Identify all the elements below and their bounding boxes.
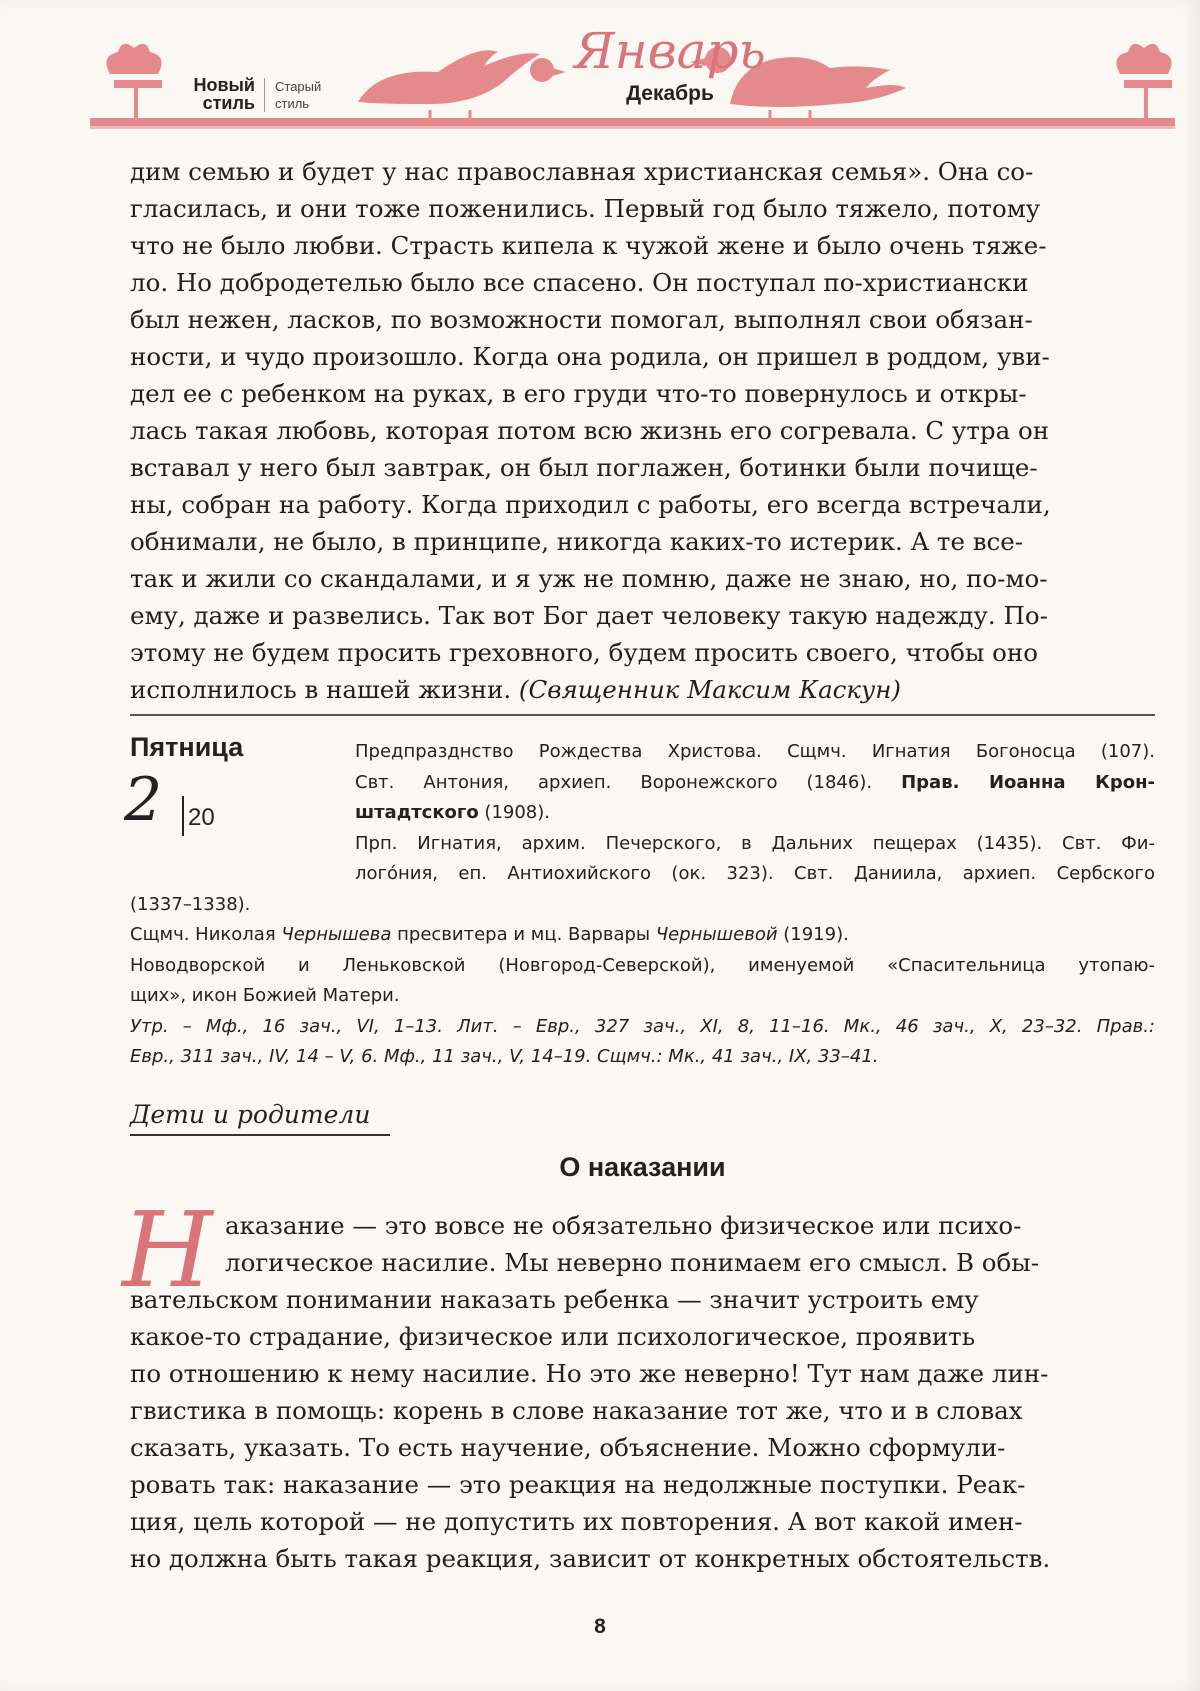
right-flower-icon [1116, 44, 1172, 118]
calendar-line [130, 768, 1155, 799]
section-rubric: Дети и родители [130, 1100, 371, 1129]
text-line: вставал у него был завтрак, он был поглажен, ботинки были почище- [130, 453, 1038, 482]
intro-text [130, 153, 1155, 708]
text-line: но должна быть такая реакция, зависит от конкретных обстоятельств. [130, 1544, 1051, 1573]
calendar-text: Свт. Антония, архиеп. Воронежского (1846). [355, 771, 902, 793]
page-header [90, 14, 1175, 144]
main-text [130, 1207, 1155, 1577]
weekday-label: Пятница [130, 732, 244, 762]
month-new-title: Январь [574, 22, 766, 80]
text-line: аказание — это вовсе не обязательно физическое или психо- [225, 1211, 1022, 1240]
calendar-bold: Прав. Иоанна Крон- [901, 771, 1155, 793]
calendar-text: (1908). [478, 802, 550, 823]
section-divider [130, 714, 1155, 716]
text-line: что не было любви. Страсть кипела к чужой жене и было очень тяже- [130, 231, 1047, 260]
text-line: ему, даже и развелись. Так вот Бог дает человеку такую надежду. По- [130, 601, 1048, 630]
text-line: ровать так: наказание — это реакция на недолжные поступки. Реак- [130, 1470, 1026, 1499]
text-line: дел ее с ребенком на руках, в его груди что-то повернулось и откры- [130, 379, 1027, 408]
calendar-text: пресвитера и мц. Варвары [391, 924, 656, 945]
calendar-line: (1337–1338). [130, 893, 251, 915]
calendar-text: Сщмч. Николая [130, 924, 282, 945]
text-line: гвистика в помощь: корень в слове наказание тот же, что и в словах [130, 1396, 1023, 1425]
readings-line: Евр., 311 зач., IV, 14 – V, 6. Мф., 11 зач., V, 14–19. Сщмч.: Мк., 41 зач., IX, 33–41. [130, 1046, 879, 1067]
drop-cap: Н [122, 1189, 213, 1311]
page-number: 8 [594, 1615, 606, 1638]
calendar-line: логóния, еп. Антиохийского (ок. 323). Свт. Даниила, архиеп. Сербского [355, 863, 1155, 884]
calendar-text: (1919). [777, 924, 849, 945]
style-divider [264, 78, 265, 112]
old-style-label: Старый стиль [275, 79, 322, 111]
text-line: ны, собран на работу. Когда приходил с работы, его всегда встречали, [130, 490, 1051, 519]
text-line: ности, и чудо произошло. Когда она родила, он пришел в роддом, уви- [130, 342, 1050, 371]
day-new-number: 2 [124, 765, 163, 835]
attribution: (Священник Максим Каскун) [518, 675, 901, 704]
calendar-line: Прп. Игнатия, архим. Печерского, в Дальних пещерах (1435). Свт. Фи- [355, 832, 1155, 854]
section-title: О наказании [559, 1152, 726, 1182]
calendar-italic: Чернышева [281, 924, 392, 945]
calendar-line: щих», икон Божией Матери. [130, 985, 400, 1006]
text-line: так и жили со скандалами, и я уж не помню, даже не знаю, но, по-мо- [130, 564, 1048, 593]
text-line-last [130, 671, 1155, 708]
calendar-line [130, 920, 1155, 951]
text-line: лась такая любовь, которая потом всю жизнь его согревала. С утра он [130, 416, 1050, 445]
text-line: гласилась, и они тоже поженились. Первый год было тяжело, потому [130, 194, 1041, 223]
text-line: обнимали, не было, в принципе, никогда каких-то истерик. А те все- [130, 527, 1024, 556]
calendar-line [130, 798, 1155, 829]
saints-calendar [130, 737, 1155, 1073]
text-line: ло. Но добродетелью было все спасено. Он поступал по-христиански [130, 268, 1029, 297]
text-line: дим семью и будет у нас православная христианская семья». Она со- [130, 157, 1034, 186]
readings-line: Утр. – Мф., 16 зач., VI, 1–13. Лит. – Евр., 327 зач., XI, 8, 11–16. Мк., 46 зач., X, 23–32. Прав.: [130, 1015, 1155, 1037]
text-line: этому не будем просить греховного, будем просить своего, чтобы оно [130, 638, 1038, 667]
calendar-line: Предпразднство Рождества Христова. Сщмч. Игнатия Богоносца (107). [355, 741, 1155, 762]
text-line: какое-то страдание, физическое или психологическое, проявить [130, 1322, 976, 1351]
calendar-bold: штадтского [355, 802, 479, 823]
left-flower-icon [106, 44, 162, 118]
text-line: по отношению к нему насилие. Но это же неверно! Тут нам даже лин- [130, 1359, 1049, 1388]
text-line: вательском понимании наказать ребенка — значит устроить ему [130, 1285, 979, 1314]
text-line: был нежен, ласков, по возможности помогал, выполнял свои обязан- [130, 305, 1033, 334]
day-old-number: 20 [188, 804, 215, 831]
new-style-label: Новый стиль [193, 75, 255, 113]
rubric-underline [130, 1134, 390, 1136]
text-line: логическое насилие. Мы неверно понимаем его смысл. В обы- [225, 1248, 1040, 1277]
calendar-line: Новодворской и Леньковской (Новгород-Северской), именуемой «Спасительница утопаю- [130, 954, 1155, 976]
calendar-italic: Чернышевой [655, 924, 778, 945]
text-line-end: исполнилось в нашей жизни. [130, 675, 512, 704]
month-old-title: Декабрь [626, 82, 714, 105]
text-line: сказать, указать. То есть научение, объяснение. Можно сформули- [130, 1433, 1006, 1462]
text-line: ция, цель которой — не допустить их повторения. А вот какой имен- [130, 1507, 1023, 1536]
